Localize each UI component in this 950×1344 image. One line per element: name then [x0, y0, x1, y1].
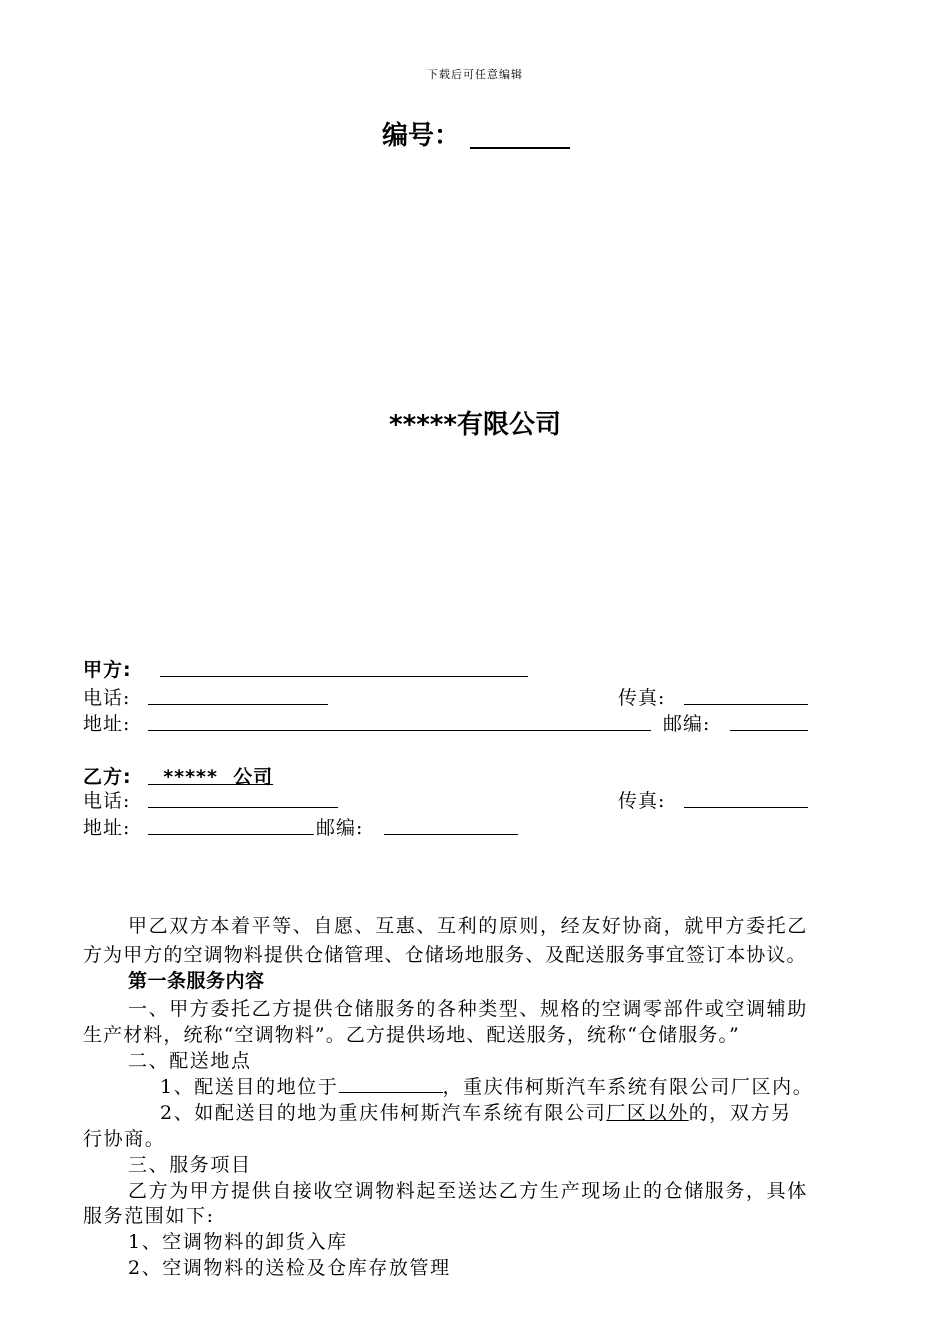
- party-b-address-label: 地址:: [83, 817, 131, 839]
- article-1-heading: 第一条服务内容: [128, 970, 265, 992]
- party-b-phone-blank[interactable]: [148, 807, 338, 808]
- party-b-label: 乙方:: [83, 766, 132, 788]
- party-b-name: ***** 公司: [148, 766, 274, 788]
- section-2-item-2-cont: 行协商。: [83, 1128, 166, 1150]
- intro-line-1: 甲乙双方本着平等、自愿、互惠、互利的原则，经友好协商，就甲方委托乙: [128, 915, 808, 937]
- party-a-address-label: 地址:: [83, 713, 131, 735]
- party-a-address-blank[interactable]: [148, 730, 651, 731]
- party-a-fax-label: 传真:: [618, 687, 666, 709]
- party-a-postcode-blank[interactable]: [730, 730, 808, 731]
- section-2-item-1-text-a: 1、配送目的地位于: [160, 1076, 339, 1098]
- party-a-fax-blank[interactable]: [684, 704, 808, 705]
- delivery-location-blank[interactable]: [339, 1075, 443, 1093]
- party-b-fax-label: 传真:: [618, 790, 666, 812]
- party-a-phone-blank[interactable]: [148, 704, 328, 705]
- section-3-line-1: 乙方为甲方提供自接收空调物料起至送达乙方生产现场止的仓储服务，具体: [128, 1180, 808, 1202]
- party-b-address-blank[interactable]: [148, 834, 314, 835]
- party-b-postcode-blank[interactable]: [384, 834, 518, 835]
- party-a-postcode-label: 邮编:: [663, 713, 711, 735]
- section-2-heading: 二、配送地点: [128, 1050, 252, 1072]
- company-title: *****有限公司: [389, 410, 561, 440]
- section-2-item-2-text-b: 的，双方另: [688, 1102, 792, 1124]
- contract-number-label: 编号：: [382, 121, 461, 151]
- section-2-item-2-underlined: 厂区以外: [606, 1102, 689, 1124]
- party-b-phone-label: 电话:: [83, 790, 131, 812]
- section-2-item-1: [160, 1072, 813, 1099]
- party-b-fax-blank[interactable]: [684, 807, 808, 808]
- intro-line-2: 方为甲方的空调物料提供仓储管理、仓储场地服务、及配送服务事宜签订本协议。: [83, 944, 807, 966]
- contract-number-blank[interactable]: [470, 147, 570, 149]
- section-3-line-2: 服务范围如下:: [83, 1205, 215, 1227]
- section-2-item-1-text-b: ，重庆伟柯斯汽车系统有限公司厂区内。: [442, 1076, 814, 1098]
- page-header-note: 下载后可任意编辑: [427, 68, 523, 81]
- party-a-phone-label: 电话:: [83, 687, 131, 709]
- section-1-line-1: 一、甲方委托乙方提供仓储服务的各种类型、规格的空调零部件或空调辅助: [128, 998, 808, 1020]
- section-3-item-2: 2、空调物料的送检及仓库存放管理: [128, 1257, 451, 1279]
- party-b-postcode-label: 邮编:: [316, 817, 364, 839]
- section-2-item-2: [160, 1098, 792, 1125]
- section-3-item-1: 1、空调物料的卸货入库: [128, 1231, 348, 1253]
- party-a-label: 甲方:: [83, 659, 132, 681]
- section-1-line-2: 生产材料，统称“空调物料”。乙方提供场地、配送服务，统称“仓储服务。”: [83, 1024, 740, 1046]
- section-3-heading: 三、服务项目: [128, 1154, 252, 1176]
- party-a-name-blank[interactable]: [160, 676, 528, 677]
- section-2-item-2-text-a: 2、如配送目的地为重庆伟柯斯汽车系统有限公司: [160, 1102, 607, 1124]
